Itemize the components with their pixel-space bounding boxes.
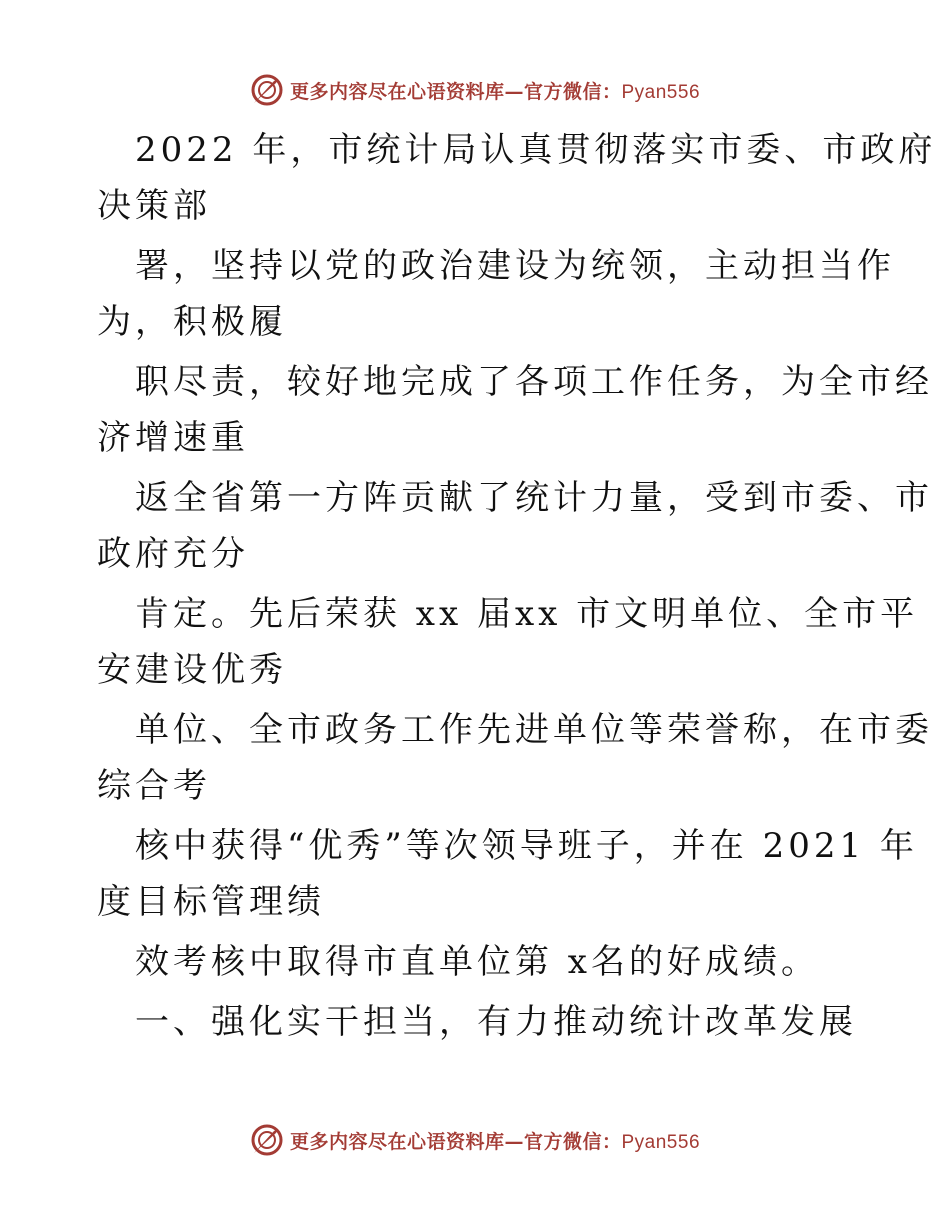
section-heading: 一、强化实干担当，有力推动统计改革发展	[135, 1002, 857, 1042]
watermark-wechat-id: Pyan556	[621, 81, 701, 103]
text-line: 济增速重	[97, 418, 249, 458]
text-line: 署，坚持以党的政治建设为统领，主动担当作	[135, 246, 895, 286]
text-line: 度目标管理绩	[97, 882, 325, 922]
header-watermark	[0, 70, 950, 110]
watermark-dash: —	[504, 80, 524, 103]
watermark-wechat-id: Pyan556	[621, 1131, 701, 1153]
quill-logo-icon	[250, 1123, 284, 1157]
text-line: 综合考	[97, 766, 211, 806]
text-line: 决策部	[97, 186, 211, 226]
quill-logo-icon	[250, 73, 284, 107]
watermark-dash: —	[504, 1130, 524, 1153]
text-line: 核中获得“优秀”等次领导班子，并在 2021 年	[135, 826, 918, 866]
watermark-main: 更多内容尽在心语资料库	[289, 1130, 505, 1153]
text-line: 单位、全市政务工作先进单位等荣誉称，在市委	[135, 710, 933, 750]
watermark-wechat-label: 官方微信：	[523, 1130, 622, 1153]
text-line: 效考核中取得市直单位第 x名的好成绩。	[135, 942, 819, 982]
watermark-wechat-label: 官方微信：	[523, 80, 622, 103]
watermark-text	[290, 77, 700, 104]
footer-watermark	[0, 1120, 950, 1160]
text-line: 为，积极履	[97, 302, 287, 342]
text-line: 肯定。先后荣获 xx 届xx 市文明单位、全市平	[135, 594, 919, 634]
watermark-main: 更多内容尽在心语资料库	[289, 80, 505, 103]
watermark-text	[290, 1127, 700, 1154]
text-line: 返全省第一方阵贡献了统计力量，受到市委、市	[135, 478, 933, 518]
text-line: 2022 年，市统计局认真贯彻落实市委、市政府	[135, 130, 937, 170]
text-line: 安建设优秀	[97, 650, 287, 690]
text-line: 政府充分	[97, 534, 249, 574]
text-line: 职尽责，较好地完成了各项工作任务，为全市经	[135, 362, 933, 402]
